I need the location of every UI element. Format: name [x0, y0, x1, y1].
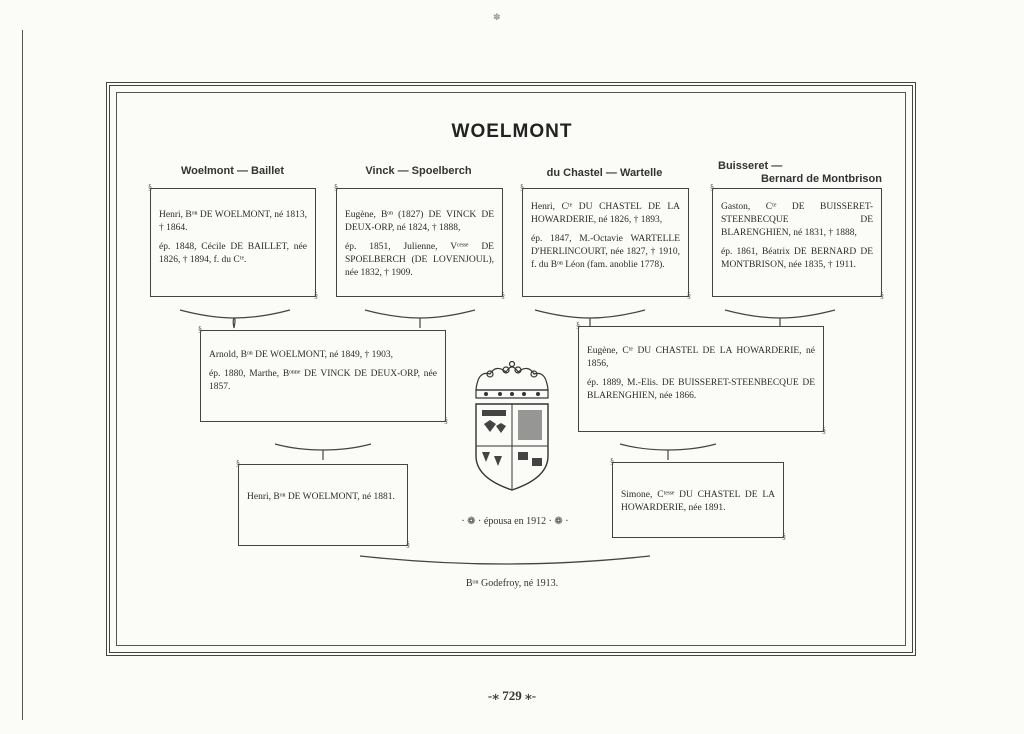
page-number: -⁎ 729 ⁎- — [487, 688, 537, 703]
child-name: § Henri, Bᵒⁿ DE WOELMONT, né 1881. — [247, 492, 395, 502]
parent-name: § Arnold, Bᵒⁿ DE WOELMONT, né 1849, † 1903, — [209, 350, 394, 360]
parent-marriage: ép. 1889, M.-Elis. DE BUISSERET-STEENBECQUE DE BLARENGHIEN, née 1866. — [587, 378, 815, 401]
heading-vinck-spoelberch: Vinck — Spoelberch — [365, 165, 472, 177]
parent-marriage: ép. 1880, Marthe, Bᵒⁿⁿᵉ DE VINCK DE DEUX-ORP, née 1857. — [209, 369, 437, 392]
child-name: § Simone, Cᵗᵉˢˢᵉ DU CHASTEL DE LA HOWARDERIE, née 1891. — [621, 490, 775, 513]
heading-line-1: Buisseret — — [718, 160, 783, 172]
ancestor-marriage: ép. 1851, Julienne, Vᶜᵉˢˢᵉ DE SPOELBERCH (DE LOVENJOUL), née 1832, † 1909. — [345, 242, 494, 278]
ancestor-name: § Eugène, Bᵒⁿ (1827) DE VINCK DE DEUX-ORP, né 1824, † 1888, — [345, 210, 494, 233]
heading-chastel-wartelle: du Chastel — Wartelle — [546, 167, 663, 179]
ancestor-name: § Henri, Bᵒⁿ DE WOELMONT, né 1813, † 1864. — [159, 210, 307, 233]
coat-of-arms-icon — [462, 360, 562, 494]
child-box-woelmont — [238, 464, 408, 546]
heading-line-2: Bernard de Montbrison — [760, 173, 882, 185]
ornament-icon: ✽ — [493, 12, 501, 22]
parent-name: § Eugène, Cᵗᵉ DU CHASTEL DE LA HOWARDERIE, né 1856, — [587, 346, 815, 369]
marriage-note: · ❁ · épousa en 1912 · ❁ · — [461, 516, 569, 527]
parent-box-chastel — [578, 326, 824, 432]
final-brace — [355, 552, 655, 572]
ancestor-marriage: ép. 1848, Cécile DE BAILLET, née 1826, † 1894, f. du Cᵗᵉ. — [159, 242, 307, 265]
heading-woelmont-baillet: Woelmont — Baillet — [180, 165, 285, 177]
ancestor-marriage: ép. 1861, Béatrix DE BERNARD DE MONTBRISON, née 1835, † 1911. — [721, 247, 873, 270]
brace-left — [180, 310, 290, 328]
ancestor-box-woelmont — [150, 188, 316, 297]
brace-left — [275, 444, 371, 460]
brace-left-2 — [365, 310, 475, 328]
page-title: WOELMONT — [451, 121, 573, 142]
parent-box-woelmont — [200, 330, 446, 422]
descendant-entry: Bᵒⁿ Godefroy, né 1913. — [465, 578, 559, 589]
ancestor-marriage: ép. 1847, M.-Octavie WARTELLE D'HERLINCOURT, née 1827, † 1910, f. du Bᵒⁿ Léon (fam. anoblie 1778). — [531, 234, 680, 270]
ancestor-box-vinck — [336, 188, 503, 297]
lineage-braces-bottom — [265, 440, 725, 464]
ancestor-name: § Gaston, Cᵗᵉ DE BUISSERET-STEENBECQUE DE BLARENGHIEN, né 1831, † 1888, — [721, 202, 873, 238]
child-box-chastel — [612, 462, 784, 538]
ancestor-box-chastel — [522, 188, 689, 297]
heading-buisseret-bernard — [712, 160, 882, 186]
ancestor-name: § Henri, Cᵗᵉ DU CHASTEL DE LA HOWARDERIE, né 1826, † 1893, — [531, 202, 680, 225]
ancestor-box-buisseret — [712, 188, 882, 297]
brace-right — [620, 444, 716, 460]
